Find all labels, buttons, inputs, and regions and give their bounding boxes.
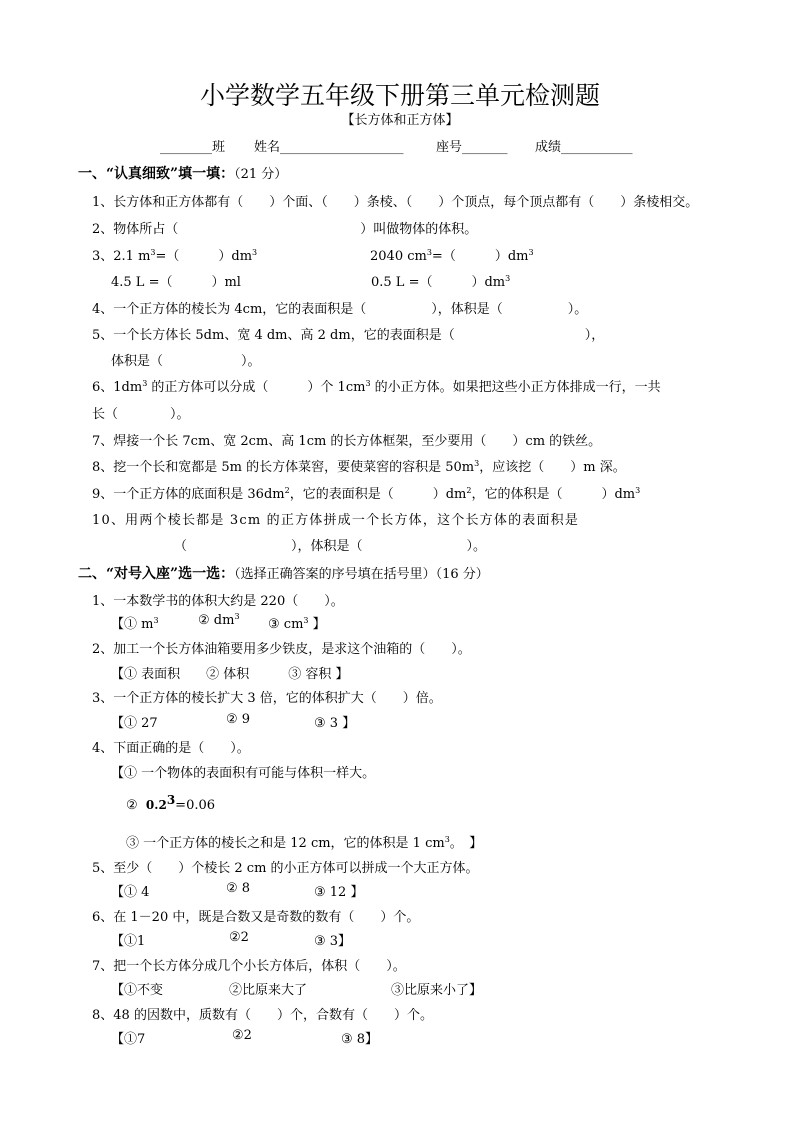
- s1-question-4: 4、一个正方体的棱长为 4cm，它的表面积是（ ），体积是（ ）。: [92, 302, 588, 317]
- q3b-text: 2040 cm: [370, 249, 427, 264]
- q1-close-bracket: 】: [312, 617, 326, 632]
- q4-opt-b-expr: 0.2: [145, 798, 167, 812]
- s2-q3-option-c: ③ 3 】: [314, 716, 356, 731]
- class-field: ________班: [160, 140, 226, 155]
- q9-sup-3: 3: [635, 486, 641, 495]
- s1-question-2: 2、物体所占（ ）叫做物体的体积。: [92, 222, 478, 237]
- page-subtitle: 【长方体和正方体】: [341, 113, 459, 128]
- q9-sup-2: 2: [466, 486, 472, 495]
- q3d-text: 0.5 L =（ ）dm: [371, 275, 506, 290]
- q3d-sup: 3: [505, 274, 511, 283]
- q3b-sup: 3: [426, 248, 432, 257]
- s2-q7-option-a: 【①不变: [111, 983, 164, 998]
- s1-question-9: [92, 483, 640, 502]
- seat-field: 座号_______: [436, 140, 508, 155]
- q1-opt-c-sup: 3: [303, 616, 309, 625]
- s2-q7-option-b: ②比原来大了: [229, 983, 308, 998]
- s1-question-6a: [92, 376, 661, 395]
- s1-question-10b: （ ），体积是（ ）。: [174, 539, 487, 554]
- s2-q4-option-b: [126, 793, 216, 813]
- q3a-blank: =（ ）dm: [155, 249, 253, 264]
- q4-opt-b-sup: 3: [166, 793, 176, 807]
- s2-q8-option-c: ③ 8】: [341, 1032, 379, 1047]
- section1-points: （21 分）: [234, 167, 288, 182]
- q9-text-1: 9、一个正方体的底面积是 36dm: [92, 487, 285, 502]
- q3a-sup: 3: [150, 248, 156, 257]
- s2-q8-option-b: ②2: [232, 1028, 252, 1043]
- s2-q4-option-a: 【① 一个物体的表面积有可能与体积一样大。: [111, 766, 376, 781]
- s2-q1-option-b: [198, 613, 240, 628]
- s2-q4-option-c: [126, 832, 482, 851]
- s2-q6-option-c: ③ 3】: [314, 934, 352, 949]
- q6-sup-1: 3: [142, 379, 148, 388]
- section1-title: 一、“认真细致”填一填：: [78, 166, 235, 182]
- s2-question-3: 3、一个正方体的棱长扩大 3 倍，它的体积扩大（ ）倍。: [92, 691, 442, 706]
- q4-opt-c-text: ③ 一个正方体的棱长之和是 12 cm，它的体积是 1 cm: [126, 836, 445, 851]
- s2-q3-option-a: 【① 27: [111, 716, 158, 731]
- section2-heading: [78, 563, 489, 583]
- s1-question-3d: [371, 271, 510, 290]
- s2-question-5: 5、至少（ ）个棱长 2 cm 的小正方体可以拼成一个大正方体。: [92, 861, 479, 876]
- s1-question-5b: 体积是（ ）。: [111, 354, 261, 369]
- s2-q5-option-b: ② 8: [226, 881, 251, 896]
- s2-question-7: 7、把一个长方体分成几个小长方体后，体积（ ）。: [92, 959, 406, 974]
- s2-q1-option-c: [268, 613, 326, 632]
- name-field: 姓名___________________: [254, 140, 404, 155]
- q1-opt-a-text: 【① m: [111, 617, 154, 632]
- s2-q5-option-a: 【① 4: [111, 885, 150, 900]
- q6-text-1: 6、1dm: [92, 380, 143, 395]
- s1-question-3c: 4.5 L =（ ）ml: [111, 275, 241, 290]
- q8-sup: 3: [474, 459, 480, 468]
- page-title: 小学数学五年级下册第三单元检测题: [199, 81, 600, 110]
- q1-opt-c-text: ③ cm: [268, 617, 304, 632]
- q4-opt-c-close: 。 】: [449, 836, 483, 851]
- q3a-text: 3、2.1 m: [92, 249, 151, 264]
- section2-title: 二、“对号入座”选一选：: [78, 566, 235, 582]
- s1-question-8: [92, 456, 626, 475]
- s1-question-1: 1、长方体和正方体都有（ ）个面、（ ）条棱、（ ）个顶点，每个顶点都有（ ）条棱相交。: [92, 195, 699, 210]
- q6-text-3: 的小正方体。如果把这些小正方体排成一行，一共: [370, 380, 661, 395]
- q4-opt-b-result: =0.06: [175, 798, 216, 813]
- s2-q2-options: 【① 表面积 ② 体积 ③ 容积 】: [111, 667, 349, 682]
- s2-q5-option-c: ③ 12 】: [314, 885, 364, 900]
- s1-question-7: 7、焊接一个长 7cm、宽 2cm、高 1cm 的长方体框架，至少要用（ ）cm 的铁丝。: [92, 434, 602, 449]
- s2-q1-option-a: [111, 613, 159, 632]
- s1-question-3a: [92, 245, 257, 264]
- s2-question-8: 8、48 的因数中，质数有（ ）个，合数有（ ）个。: [92, 1008, 433, 1023]
- q6-sup-2: 3: [365, 379, 371, 388]
- q4-opt-c-sup: 3: [444, 835, 450, 844]
- q1-opt-b-text: ② dm: [198, 613, 235, 628]
- q8-text-2: ，应该挖（ ）m 深。: [479, 460, 626, 475]
- s1-question-3b: [370, 245, 534, 264]
- section1-heading: [78, 163, 287, 183]
- s1-question-6b: 长（ ）。: [92, 407, 190, 422]
- s2-q3-option-b: ② 9: [226, 712, 251, 727]
- q9-sup-1: 2: [284, 486, 290, 495]
- q1-opt-b-sup: 3: [234, 612, 240, 621]
- section2-note: （选择正确答案的序号填在括号里）（16 分）: [234, 567, 489, 582]
- q3b-unit-sup: 3: [528, 248, 534, 257]
- s2-q7-option-c: ③比原来小了】: [391, 983, 483, 998]
- s2-q6-option-b: ②2: [229, 930, 249, 945]
- s2-q8-option-a: 【①7: [111, 1032, 146, 1047]
- s2-q6-option-a: 【①1: [111, 934, 146, 949]
- score-field: 成绩___________: [535, 140, 633, 155]
- s1-question-10a: 10、用两个棱长都是 3cm 的正方体拼成一个长方体，这个长方体的表面积是: [92, 513, 580, 528]
- s2-question-2: 2、加工一个长方体油箱要用多少铁皮，是求这个油箱的（ ）。: [92, 642, 471, 657]
- q9-text-2: ，它的表面积是（ ）dm: [289, 487, 467, 502]
- q3a-unit-sup: 3: [252, 248, 258, 257]
- q1-opt-a-sup: 3: [153, 616, 159, 625]
- q8-text-1: 8、挖一个长和宽都是 5m 的长方体菜窖，要使菜窖的容积是 50m: [92, 460, 475, 475]
- q9-text-3: ，它的体积是（ ）dm: [471, 487, 636, 502]
- s1-question-5a: 5、一个长方体长 5dm、宽 4 dm、高 2 dm，它的表面积是（ ），: [92, 328, 605, 343]
- q4-opt-b-label: ②: [126, 798, 138, 813]
- s2-question-4: 4、下面正确的是（ ）。: [92, 741, 250, 756]
- q6-text-2: 的正方体可以分成（ ）个 1cm: [147, 380, 366, 395]
- q3b-blank: =（ ）dm: [431, 249, 529, 264]
- s2-question-1: 1、一本数学书的体积大约是 220（ ）。: [92, 594, 344, 609]
- s2-question-6: 6、在 1－20 中，既是合数又是奇数的数有（ ）个。: [92, 910, 420, 925]
